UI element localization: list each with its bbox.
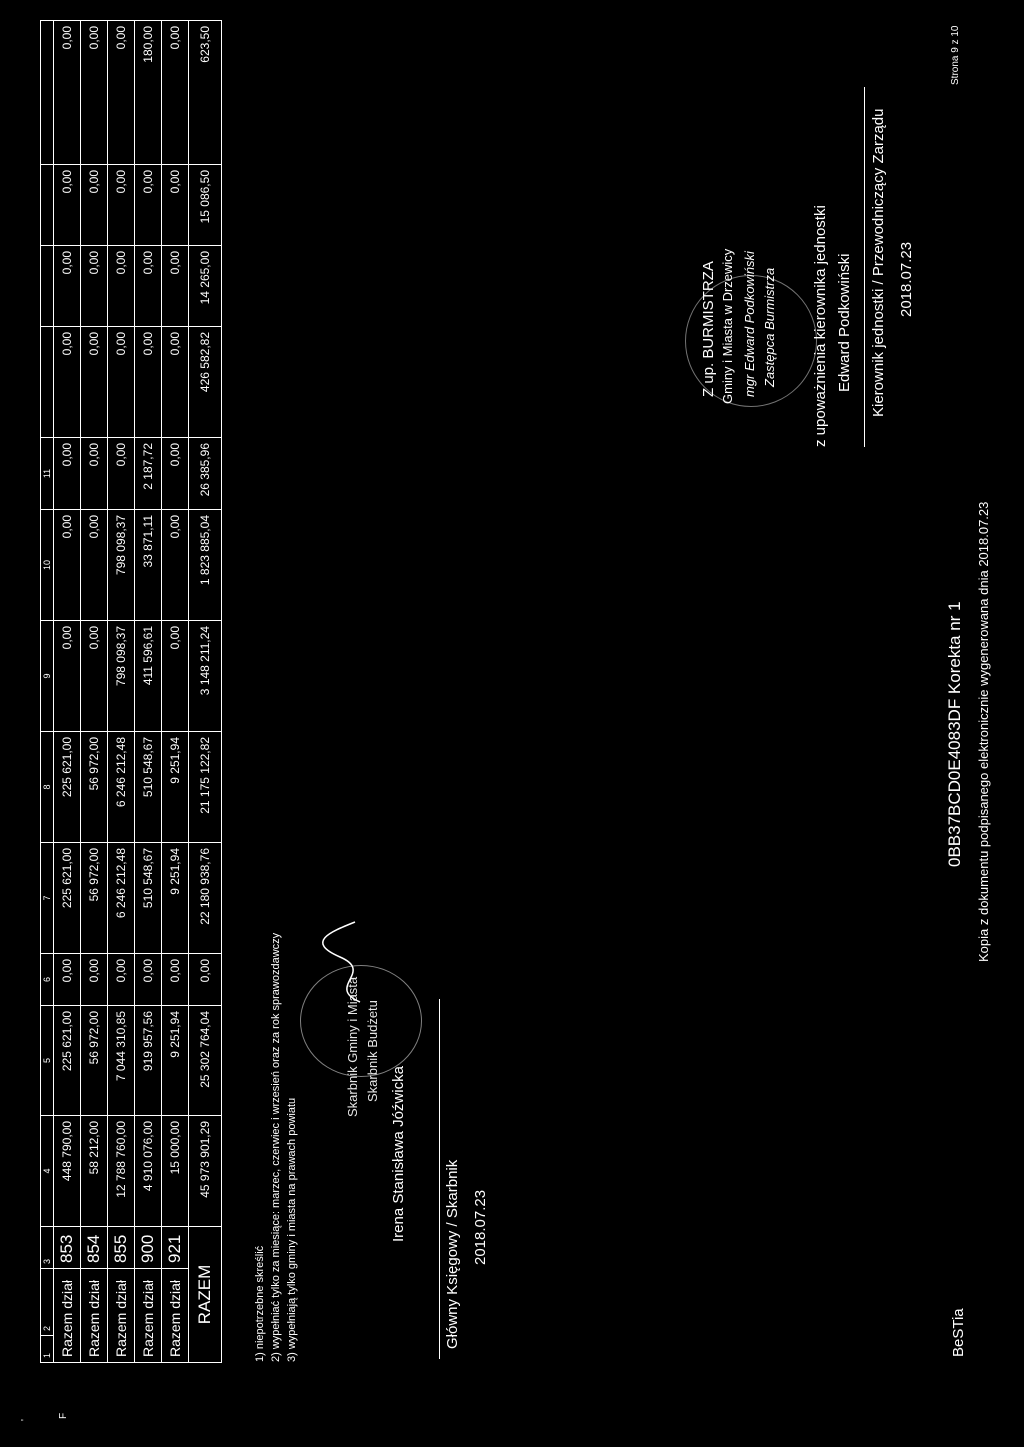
- cell: 0,00: [54, 21, 81, 165]
- stamp-text: Zastępca Burmistrza: [762, 267, 777, 387]
- row-label: Razem dział: [81, 1269, 108, 1363]
- footnote: 3) wypełniają tylko gminy i miasta na prawach powiatu: [286, 1097, 298, 1362]
- cell: 14 265,00: [189, 246, 222, 327]
- signer-name: Edward Podkowiński: [836, 253, 853, 392]
- margin-mark: F: [58, 1412, 69, 1419]
- column-number: 9: [41, 621, 54, 732]
- division-code: 855: [108, 1227, 135, 1269]
- signature-date: 2018.07.23: [472, 1189, 489, 1265]
- signer-role: Główny Księgowy / Skarbnik: [444, 1159, 461, 1349]
- cell: 0,00: [108, 954, 135, 1006]
- cell: 0,00: [81, 165, 108, 246]
- division-code: 921: [162, 1227, 189, 1269]
- cell: 0,00: [54, 246, 81, 327]
- cell: 0,00: [135, 954, 162, 1006]
- cell: 0,00: [54, 438, 81, 510]
- cell: 2 187,72: [135, 438, 162, 510]
- cell: 45 973 901,29: [189, 1116, 222, 1227]
- row-label: Razem dział: [135, 1269, 162, 1363]
- cell: 21 175 122,82: [189, 732, 222, 843]
- stamp-text: Z up. BURMISTRZA: [700, 261, 717, 397]
- cell: 225 621,00: [54, 1006, 81, 1116]
- cell: 0,00: [162, 621, 189, 732]
- cell: 510 548,67: [135, 843, 162, 954]
- cell: 0,00: [81, 510, 108, 621]
- row-label: Razem dział: [162, 1269, 189, 1363]
- cell: 0,00: [108, 327, 135, 438]
- cell: 0,00: [54, 327, 81, 438]
- cell: 225 621,00: [54, 732, 81, 843]
- division-code: 853: [54, 1227, 81, 1269]
- column-number: 3: [41, 1227, 54, 1269]
- total-label: RAZEM: [189, 1227, 222, 1363]
- table-row: [135, 21, 162, 1363]
- cell: 0,00: [81, 438, 108, 510]
- cell: 6 246 212,48: [108, 843, 135, 954]
- cell: 798 098,37: [108, 621, 135, 732]
- cell: 0,00: [54, 954, 81, 1006]
- total-row: [189, 21, 222, 1363]
- stamp-text: Gminy i Miasta w Drzewicy: [720, 248, 735, 404]
- division-code: 854: [81, 1227, 108, 1269]
- cell: 0,00: [54, 165, 81, 246]
- cell: 0,00: [108, 21, 135, 165]
- cell: 411 596,61: [135, 621, 162, 732]
- cell: 0,00: [162, 21, 189, 165]
- cell: 58 212,00: [81, 1116, 108, 1227]
- footnote: 1) niepotrzebne skreślić: [254, 1245, 266, 1362]
- report-table: [40, 20, 222, 1363]
- column-number: 6: [41, 954, 54, 1006]
- cell: 15 086,50: [189, 165, 222, 246]
- signature-date: 2018.07.23: [898, 241, 915, 317]
- cell: 0,00: [135, 165, 162, 246]
- cell: 0,00: [162, 438, 189, 510]
- cell: 0,00: [162, 246, 189, 327]
- signer-role: Kierownik jednostki / Przewodniczący Zarządu: [870, 108, 887, 417]
- cell: 448 790,00: [54, 1116, 81, 1227]
- cell: 0,00: [162, 510, 189, 621]
- cell: 0,00: [162, 954, 189, 1006]
- cell: 25 302 764,04: [189, 1006, 222, 1116]
- footer-app-name: BeSTia: [950, 1308, 967, 1357]
- cell: 26 385,96: [189, 438, 222, 510]
- stamp-text: mgr Edward Podkowiński: [742, 251, 757, 397]
- cell: 0,00: [81, 954, 108, 1006]
- column-number: 2: [41, 1269, 54, 1336]
- cell: 12 788 760,00: [108, 1116, 135, 1227]
- cell: 798 098,37: [108, 510, 135, 621]
- table-row: [54, 21, 81, 1363]
- stamp-text: Skarbnik Gminy i Miasta: [345, 976, 360, 1117]
- cell: 919 957,56: [135, 1006, 162, 1116]
- cell: 56 972,00: [81, 1006, 108, 1116]
- cell: 0,00: [54, 621, 81, 732]
- cell: 7 044 310,85: [108, 1006, 135, 1116]
- column-number: 7: [41, 843, 54, 954]
- cell: 0,00: [108, 246, 135, 327]
- cell: 56 972,00: [81, 732, 108, 843]
- cell: 0,00: [81, 246, 108, 327]
- footnote: 2) wypełniać tylko za miesiące: marzec, czerwiec i wrzesień oraz za rok sprawozdawczy: [270, 932, 282, 1362]
- cell: 180,00: [135, 21, 162, 165]
- table-row: [162, 21, 189, 1363]
- cell: 15 000,00: [162, 1116, 189, 1227]
- cell: 33 871,11: [135, 510, 162, 621]
- row-label: Razem dział: [108, 1269, 135, 1363]
- authorization-note: z upoważnienia kierownika jednostki: [812, 205, 829, 447]
- cell: 4 910 076,00: [135, 1116, 162, 1227]
- column-number: 11: [41, 438, 54, 510]
- cell: 0,00: [189, 954, 222, 1006]
- row-label: Razem dział: [54, 1269, 81, 1363]
- table-row: [108, 21, 135, 1363]
- footer-copy-note: Kopia z dokumentu podpisanego elektronicznie wygenerowana dnia 2018.07.23: [976, 501, 991, 962]
- column-number: 10: [41, 510, 54, 621]
- column-number: 1: [41, 1336, 54, 1363]
- signer-name: Irena Stanisława Jóźwicka: [390, 1066, 407, 1242]
- cell: 623,50: [189, 21, 222, 165]
- cell: 510 548,67: [135, 732, 162, 843]
- cell: 56 972,00: [81, 843, 108, 954]
- cell: 3 148 211,24: [189, 621, 222, 732]
- column-number: 5: [41, 1006, 54, 1116]
- cell: 0,00: [81, 621, 108, 732]
- cell: 0,00: [54, 510, 81, 621]
- column-number: 8: [41, 732, 54, 843]
- column-number-row: [41, 21, 54, 1363]
- margin-mark: ': [20, 1419, 31, 1421]
- column-number: 4: [41, 1116, 54, 1227]
- cell: 0,00: [81, 21, 108, 165]
- cell: 0,00: [162, 165, 189, 246]
- cell: 9 251,94: [162, 843, 189, 954]
- cell: 426 582,82: [189, 327, 222, 438]
- cell: 9 251,94: [162, 1006, 189, 1116]
- division-code: 900: [135, 1227, 162, 1269]
- cell: 0,00: [135, 327, 162, 438]
- cell: 9 251,94: [162, 732, 189, 843]
- cell: 0,00: [162, 327, 189, 438]
- signature-scribble: [320, 917, 380, 1007]
- page-number: Strona 9 z 10: [950, 25, 961, 85]
- cell: 0,00: [108, 438, 135, 510]
- cell: 1 823 885,04: [189, 510, 222, 621]
- cell: 22 180 938,76: [189, 843, 222, 954]
- cell: 6 246 212,48: [108, 732, 135, 843]
- cell: 0,00: [135, 246, 162, 327]
- footer-correction: 0BB37BCD0E4083DF Korekta nr 1: [945, 601, 964, 867]
- cell: 0,00: [108, 165, 135, 246]
- stamp-text: Skarbnik Budżetu: [365, 1000, 380, 1102]
- table-row: [81, 21, 108, 1363]
- cell: 0,00: [81, 327, 108, 438]
- cell: 225 621,00: [54, 843, 81, 954]
